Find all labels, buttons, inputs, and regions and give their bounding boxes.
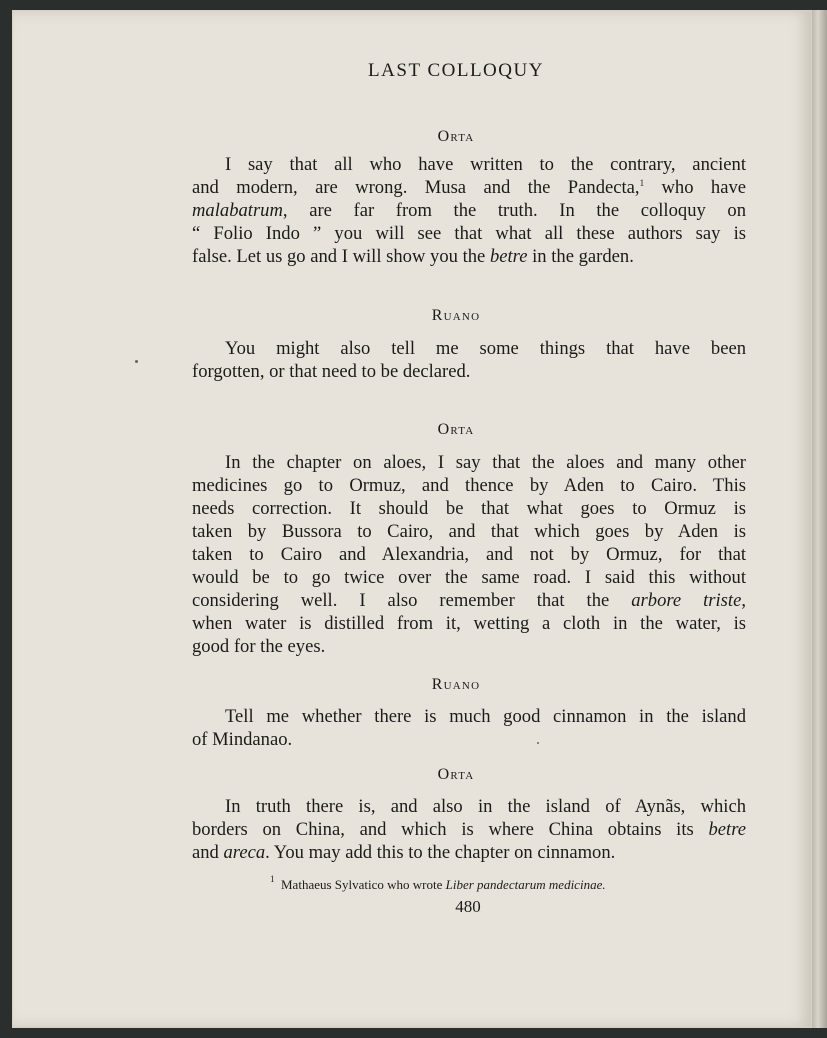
footnote-title: Liber pandectarum medicinae. [445,877,606,892]
text-line: I say that all who have written to the contrary, ancient [225,154,746,175]
page-edge [812,10,827,1028]
paragraph-2 [192,337,746,383]
paragraph-1 [192,153,746,268]
text-line: needs correction. It should be that what goes to Ormuz is [192,498,746,519]
paper-speck [537,742,539,744]
text-line: In the chapter on aloes, I say that the aloes and many other [225,452,746,473]
text-line: good for the eyes. [192,636,326,657]
page-number: 480 [455,897,481,916]
text-line: You might also tell me some things that have been [225,338,746,359]
text-line: In truth there is, and also in the island of Aynãs, which [225,796,746,817]
footnote-marker: 1 [270,874,275,884]
footnote [270,874,606,893]
text-line: and areca. You may add this to the chapter on cinnamon. [192,842,616,863]
speaker-orta-1: Orta [437,128,475,145]
text-line: Tell me whether there is much good cinnamon in the island [225,706,746,727]
text-line: and modern, are wrong. Musa and the Pandecta,$^1$ who have [192,177,746,198]
text-line: borders on China, and which is where China obtains its betre [192,819,746,840]
footnote-marker: 1 [639,178,645,188]
speaker-ruano-2: Ruano [431,676,481,693]
paragraph-3 [192,451,746,658]
text-line: malabatrum, are far from the truth. In the colloquy on [192,200,746,221]
text-line: false. Let us go and I will show you the betre in the garden. [192,246,634,267]
paper-speck [135,360,138,363]
footnote-text: Mathaeus Sylvatico who wrote [281,877,446,892]
speaker-orta-3: Orta [437,766,475,783]
speaker-ruano-1: Ruano [431,307,481,324]
text-line: of Mindanao. [192,729,293,750]
text-line: taken by Bussora to Cairo, and that which goes by Aden is [192,521,746,542]
running-header: LAST COLLOQUY [368,60,544,81]
speaker-orta-2: Orta [437,421,475,438]
paragraph-4 [192,705,746,751]
text-line: taken to Cairo and Alexandria, and not by Ormuz, for that [192,544,746,565]
text-line: considering well. I also remember that the arbore triste, [192,590,746,611]
text-line: medicines go to Ormuz, and thence by Aden to Cairo. This [192,475,746,496]
text-line: forgotten, or that need to be declared. [192,361,471,382]
paragraph-5 [192,795,746,864]
text-line: would be to go twice over the same road. I said this without [192,567,746,588]
text-line: “ Folio Indo ” you will see that what all these authors say is [192,223,746,244]
text-line: when water is distilled from it, wetting a cloth in the water, is [192,613,746,634]
